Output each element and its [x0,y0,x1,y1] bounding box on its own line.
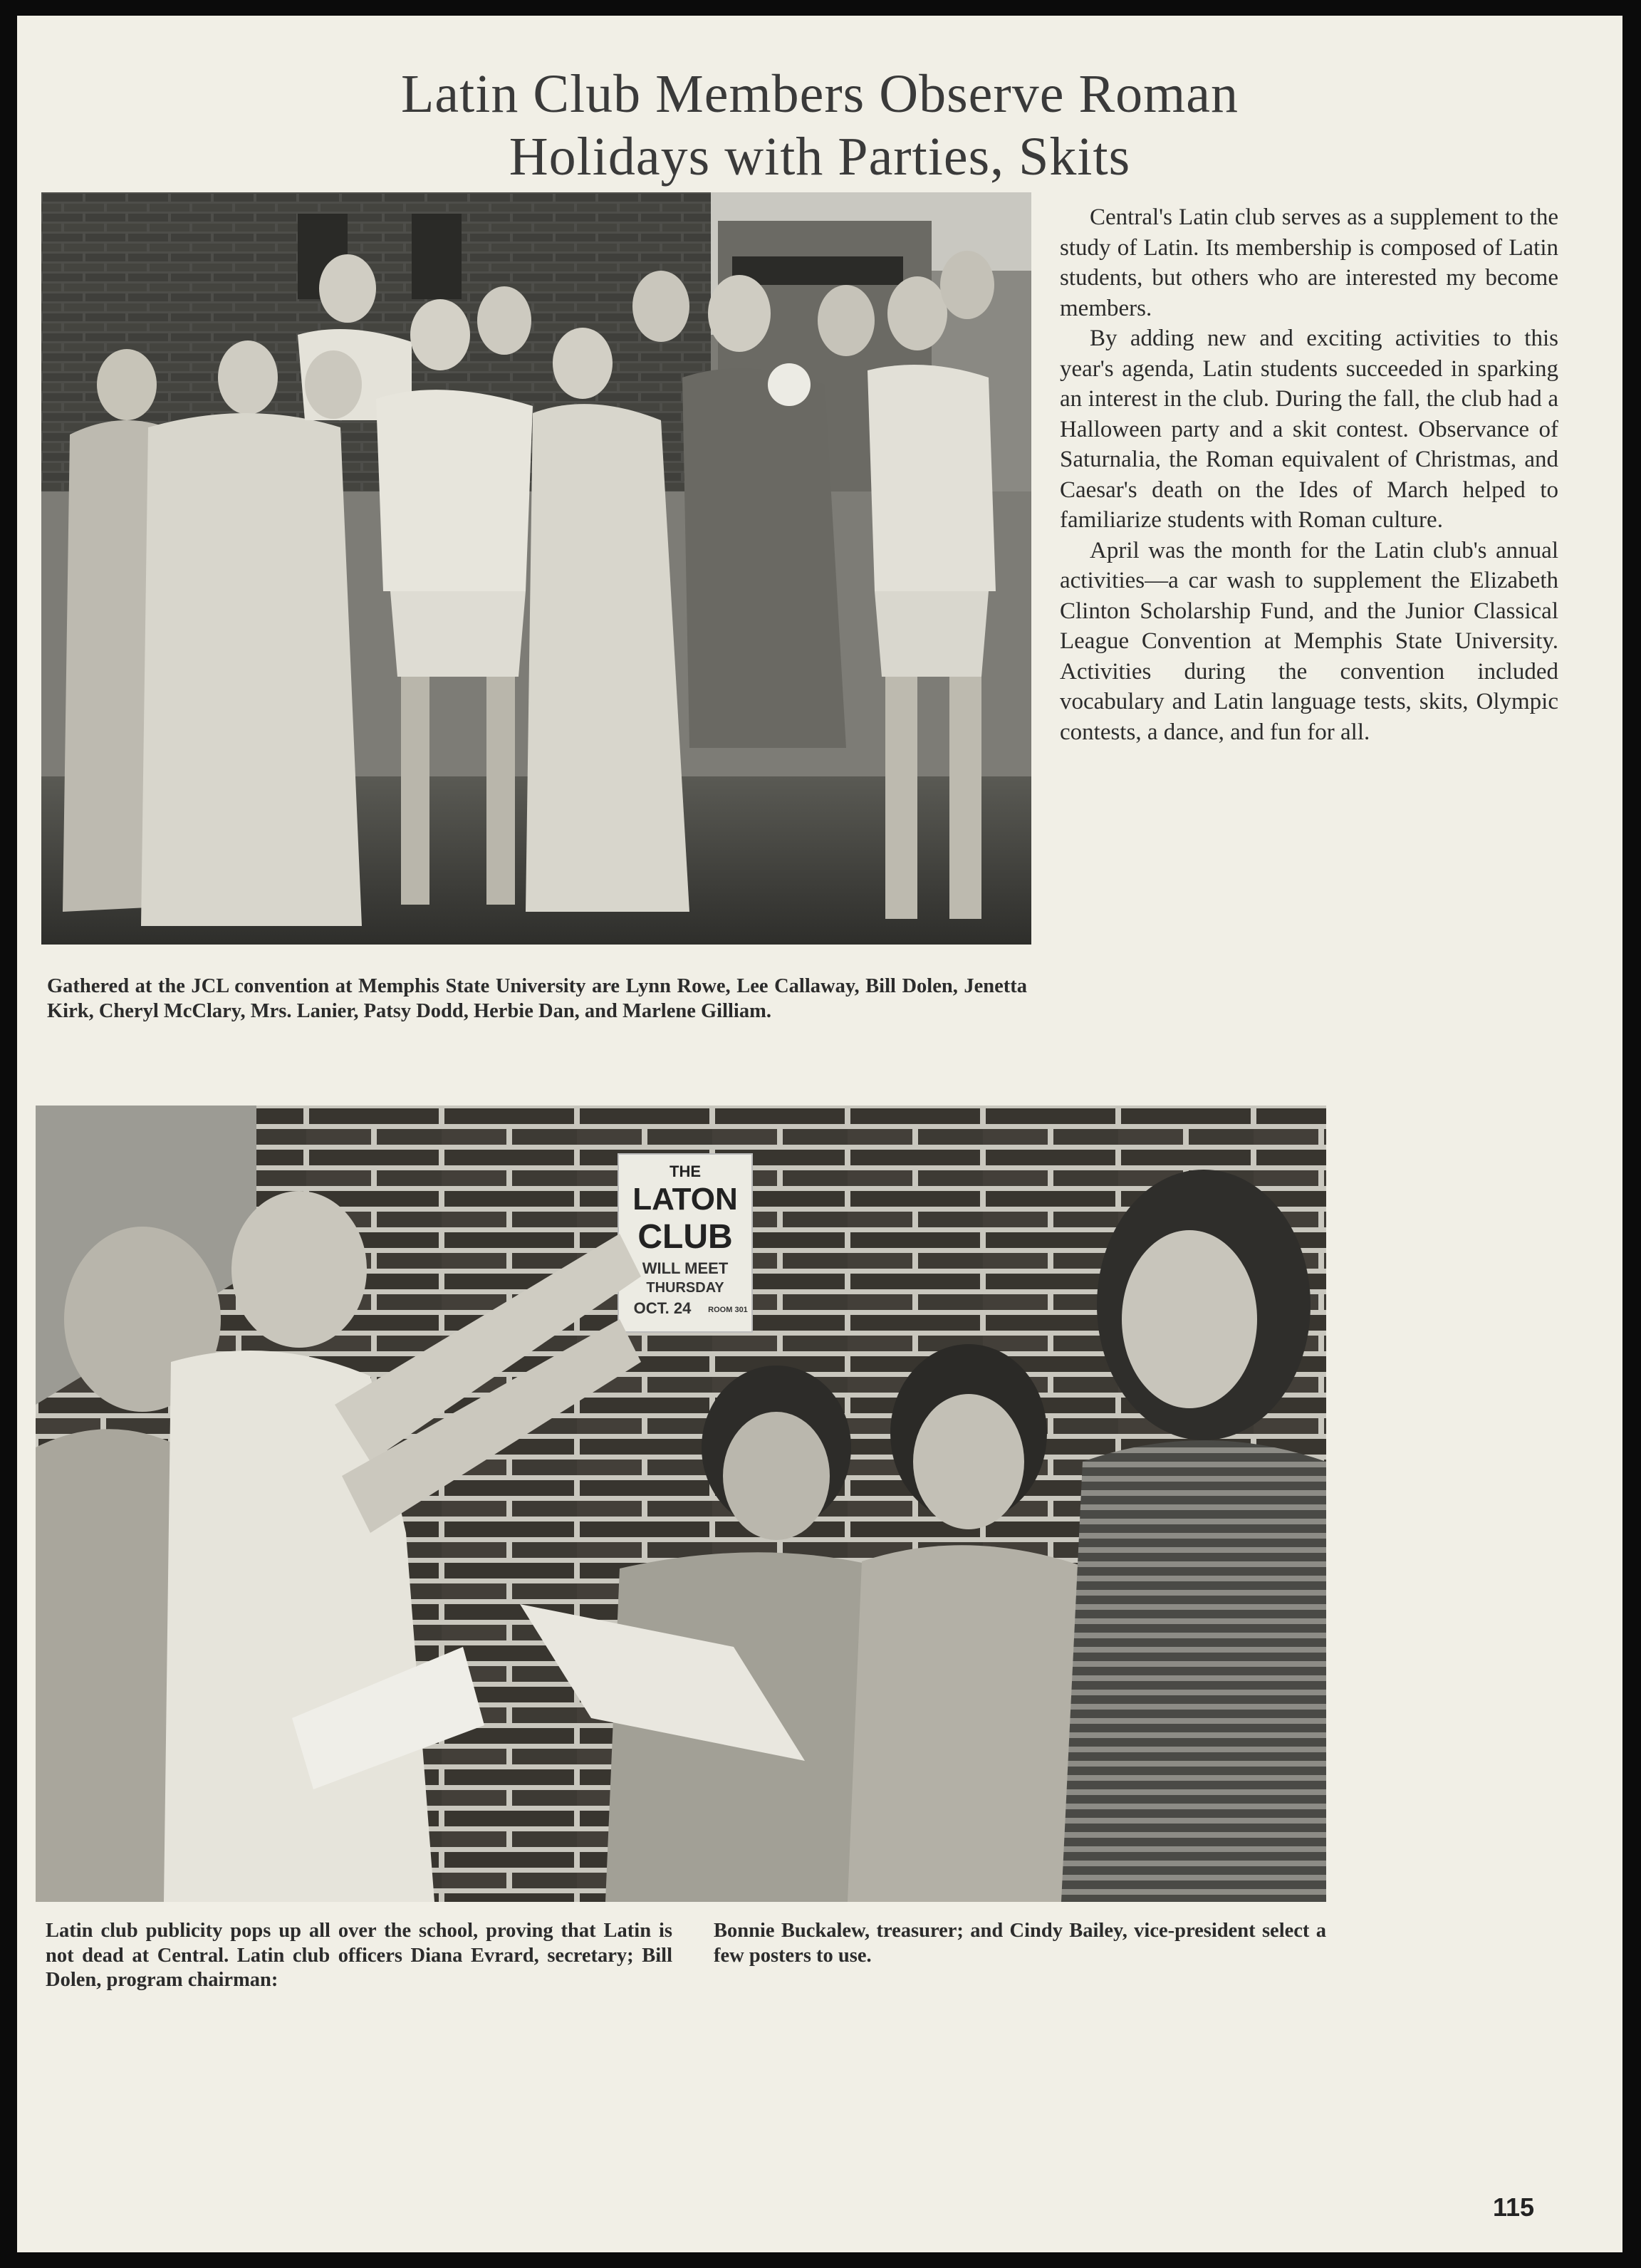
poster-line-5: THURSDAY [646,1280,724,1296]
poster-line-7: ROOM 301 [708,1306,748,1314]
article-paragraph: Central's Latin club serves as a supplement to the study of Latin. Its membership is composed of Latin students, but others who are interested my become members. [1060,204,1558,321]
poster-line-6: OCT. 24 [633,1299,692,1317]
yearbook-page [17,16,1622,2252]
officers-photo-image [36,1106,1326,1902]
officers-photo-caption-right: Bonnie Buckalew, treasurer; and Cindy Bailey, vice-president select a few posters to use. [714,1920,1326,1967]
article-paragraph: April was the month for the Latin club's annual activities—a car wash to supplement the Elizabeth Clinton Scholarship Fund, and the Junior Classical League Convention at Memphis State University. Activities during the convention included vocabulary and Latin language tests, skits, Olympic contests, a dance, and fun for all. [1060,537,1558,745]
poster-line-4: WILL MEET [642,1259,729,1277]
group-photo-image [41,192,1031,945]
article-body [1060,202,1558,747]
title-line-2: Holidays with Parties, Skits [509,127,1131,187]
group-photo [41,192,1031,945]
poster-line-3: CLUB [637,1218,733,1256]
title-line-1: Latin Club Members Observe Roman [400,64,1239,124]
page-title [17,63,1622,188]
officers-photo [36,1106,1326,1902]
poster-line-1: THE [670,1162,701,1180]
poster-line-2: LATON [632,1182,738,1217]
group-photo-caption: Gathered at the JCL convention at Memphis State University are Lynn Rowe, Lee Callaway, Bill Dolen, Jenetta Kirk, Cheryl McClary, Mrs. Lanier, Patsy Dodd, Herbie Dan, and Marlene Gilliam. [47,975,1027,1022]
poster-sign [618,1154,752,1332]
page-number: 115 [1493,2192,1535,2222]
article-paragraph: By adding new and exciting activities to this year's agenda, Latin students succeeded in sparking an interest in the club. During the fall, the club had a Halloween party and a skit contest. Observance of Saturnalia, the Roman equivalent of Christmas, and Caesar's death on the Ides of March helped to familiarize students with Roman culture. [1060,326,1558,533]
officers-photo-caption-left: Latin club publicity pops up all over the school, proving that Latin is not dead at Central. Latin club officers Diana Evrard, secretary; Bill Dolen, program chairman: [46,1920,672,1991]
